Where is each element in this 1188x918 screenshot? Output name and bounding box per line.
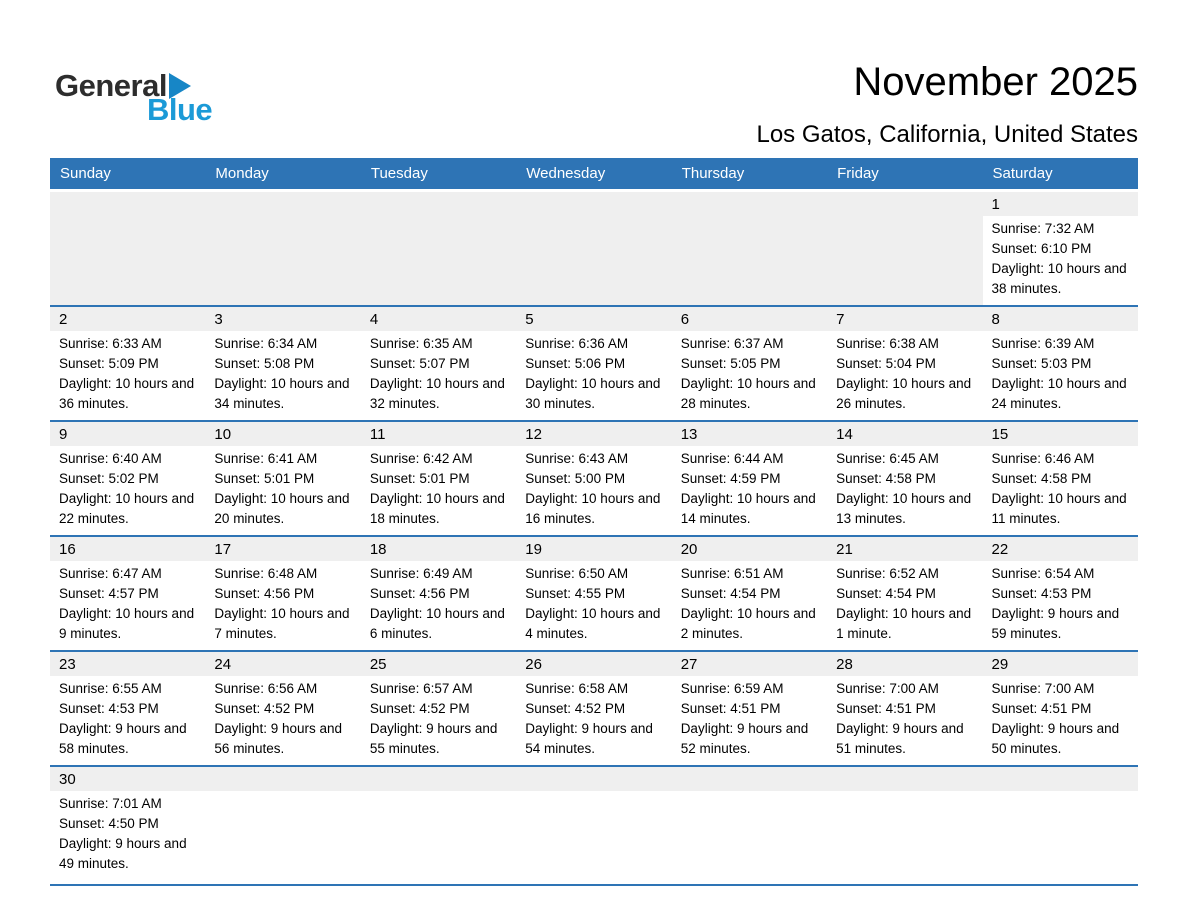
day-cell-14 <box>827 422 982 535</box>
page-header <box>0 0 1188 158</box>
day-details <box>672 446 827 535</box>
sunrise-text: Sunrise: 6:46 AM <box>991 451 1095 466</box>
sunrise-text: Sunrise: 6:41 AM <box>214 451 318 466</box>
day-cell-23 <box>50 652 205 765</box>
day-number-strip <box>983 652 1138 676</box>
day-details <box>205 676 360 765</box>
day-number-strip <box>205 537 360 561</box>
day-number-strip <box>672 652 827 676</box>
day-number-strip <box>983 192 1138 216</box>
daylight-text: Daylight: 10 hours and 30 minutes. <box>525 376 661 411</box>
daylight-text: Daylight: 10 hours and 7 minutes. <box>214 606 350 641</box>
day-number-strip <box>205 767 360 791</box>
sunset-text: Sunset: 4:53 PM <box>59 701 159 716</box>
day-number-strip <box>827 767 982 791</box>
title-block <box>756 52 1138 149</box>
sunset-text: Sunset: 4:59 PM <box>680 471 781 486</box>
day-number: 14 <box>836 425 853 443</box>
daylight-text: Daylight: 10 hours and 28 minutes. <box>680 376 816 411</box>
sunset-text: Sunset: 5:05 PM <box>680 356 781 371</box>
daylight-text: Daylight: 10 hours and 18 minutes. <box>369 491 505 526</box>
sunrise-text: Sunrise: 6:50 AM <box>525 566 629 581</box>
week-row <box>50 650 1138 765</box>
day-number: 20 <box>680 540 698 558</box>
day-details <box>983 446 1138 535</box>
day-cell-28 <box>827 652 982 765</box>
sunrise-text: Sunrise: 6:54 AM <box>991 566 1095 581</box>
day-details <box>50 791 205 880</box>
day-cell-15 <box>983 422 1138 535</box>
day-cell-9 <box>50 422 205 535</box>
day-details <box>205 446 360 535</box>
daylight-text: Daylight: 9 hours and 55 minutes. <box>369 721 498 756</box>
sunset-text: Sunset: 5:02 PM <box>59 471 159 486</box>
day-details <box>361 331 516 420</box>
daylight-text: Daylight: 10 hours and 34 minutes. <box>214 376 350 411</box>
day-cell-26 <box>516 652 671 765</box>
day-number: 13 <box>680 425 698 443</box>
weekday-header-monday: Monday <box>215 165 269 182</box>
week-row <box>50 420 1138 535</box>
blank-cell <box>205 767 360 884</box>
daylight-text: Daylight: 10 hours and 14 minutes. <box>680 491 816 526</box>
day-details <box>983 216 1138 305</box>
sunset-text: Sunset: 5:09 PM <box>59 356 159 371</box>
sunset-text: Sunset: 4:58 PM <box>836 471 936 486</box>
day-number-strip <box>516 652 671 676</box>
day-number: 11 <box>369 425 386 443</box>
sunrise-text: Sunrise: 6:57 AM <box>369 681 473 696</box>
empty-cell <box>50 192 205 305</box>
day-details <box>983 676 1138 765</box>
sunset-text: Sunset: 5:04 PM <box>836 356 936 371</box>
daylight-text: Daylight: 10 hours and 24 minutes. <box>991 376 1127 411</box>
day-number-strip <box>672 767 827 791</box>
week-row <box>50 192 1138 305</box>
sunrise-text: Sunrise: 6:43 AM <box>525 451 629 466</box>
daylight-text: Daylight: 10 hours and 16 minutes. <box>525 491 661 526</box>
day-number: 4 <box>369 310 379 328</box>
daylight-text: Daylight: 10 hours and 22 minutes. <box>59 491 195 526</box>
day-number-strip <box>50 767 205 791</box>
page-subtitle: Los Gatos, California, United States <box>756 121 1138 148</box>
day-number-strip <box>672 307 827 331</box>
day-cell-19 <box>516 537 671 650</box>
logo-text-general: General <box>55 68 167 103</box>
day-number: 10 <box>214 425 232 443</box>
day-cell-13 <box>672 422 827 535</box>
day-cell-24 <box>205 652 360 765</box>
general-blue-logo <box>55 52 212 125</box>
blank-cell <box>361 767 516 884</box>
week-row <box>50 305 1138 420</box>
sunrise-text: Sunrise: 7:00 AM <box>836 681 939 696</box>
daylight-text: Daylight: 9 hours and 52 minutes. <box>680 721 809 756</box>
day-details <box>50 676 205 765</box>
sunset-text: Sunset: 4:54 PM <box>836 586 936 601</box>
weekday-header-row <box>50 158 1138 189</box>
empty-cell <box>827 192 982 305</box>
sunrise-text: Sunrise: 6:35 AM <box>369 336 473 351</box>
daylight-text: Daylight: 9 hours and 51 minutes. <box>836 721 964 756</box>
sunset-text: Sunset: 4:56 PM <box>369 586 470 601</box>
empty-cell <box>672 192 827 305</box>
sunset-text: Sunset: 4:52 PM <box>525 701 626 716</box>
day-cell-18 <box>361 537 516 650</box>
sunset-text: Sunset: 5:03 PM <box>991 356 1092 371</box>
daylight-text: Daylight: 10 hours and 13 minutes. <box>836 491 972 526</box>
day-number: 27 <box>680 655 698 673</box>
daylight-text: Daylight: 9 hours and 49 minutes. <box>59 836 187 871</box>
day-number: 15 <box>991 425 1009 443</box>
day-number-strip <box>205 307 360 331</box>
sunset-text: Sunset: 6:10 PM <box>991 241 1092 256</box>
day-number-strip <box>983 537 1138 561</box>
daylight-text: Daylight: 10 hours and 38 minutes. <box>991 261 1127 296</box>
day-cell-3 <box>205 307 360 420</box>
sunset-text: Sunset: 4:51 PM <box>836 701 936 716</box>
day-cell-30 <box>50 767 205 884</box>
daylight-text: Daylight: 9 hours and 50 minutes. <box>991 721 1120 756</box>
day-number-strip <box>361 652 516 676</box>
daylight-text: Daylight: 9 hours and 56 minutes. <box>214 721 342 756</box>
week-row <box>50 765 1138 884</box>
daylight-text: Daylight: 10 hours and 2 minutes. <box>680 606 816 641</box>
day-number-strip <box>983 767 1138 791</box>
blank-cell <box>516 767 671 884</box>
day-details <box>205 331 360 420</box>
sunrise-text: Sunrise: 7:01 AM <box>59 796 162 811</box>
day-cell-11 <box>361 422 516 535</box>
sunset-text: Sunset: 5:08 PM <box>214 356 315 371</box>
sunrise-text: Sunrise: 6:47 AM <box>59 566 162 581</box>
weekday-header-sunday: Sunday <box>60 165 111 182</box>
sunset-text: Sunset: 4:50 PM <box>59 816 159 831</box>
day-number-strip <box>516 767 671 791</box>
day-cell-22 <box>983 537 1138 650</box>
day-number-strip <box>672 537 827 561</box>
day-number-strip <box>516 307 671 331</box>
daylight-text: Daylight: 9 hours and 58 minutes. <box>59 721 187 756</box>
sunrise-text: Sunrise: 6:38 AM <box>836 336 939 351</box>
sunrise-text: Sunrise: 6:37 AM <box>680 336 784 351</box>
day-number-strip <box>205 422 360 446</box>
day-cell-29 <box>983 652 1138 765</box>
sunrise-text: Sunrise: 6:44 AM <box>680 451 784 466</box>
empty-cell <box>516 192 671 305</box>
day-details <box>827 676 982 765</box>
day-number: 28 <box>836 655 853 673</box>
day-number-strip <box>50 422 205 446</box>
day-details <box>672 676 827 765</box>
sunset-text: Sunset: 5:06 PM <box>525 356 626 371</box>
day-number-strip <box>361 767 516 791</box>
daylight-text: Daylight: 10 hours and 4 minutes. <box>525 606 661 641</box>
weekday-header-friday: Friday <box>837 165 879 182</box>
day-number: 12 <box>525 425 542 443</box>
day-cell-21 <box>827 537 982 650</box>
day-number-strip <box>361 537 516 561</box>
day-number-strip <box>827 652 982 676</box>
day-number-strip <box>50 652 205 676</box>
daylight-text: Daylight: 9 hours and 59 minutes. <box>991 606 1120 641</box>
day-number-strip <box>983 307 1138 331</box>
day-details <box>516 561 671 650</box>
sunset-text: Sunset: 4:51 PM <box>991 701 1092 716</box>
day-details <box>50 446 205 535</box>
day-details <box>983 331 1138 420</box>
sunset-text: Sunset: 5:01 PM <box>214 471 315 486</box>
weekday-header-tuesday: Tuesday <box>370 165 428 182</box>
day-details <box>672 561 827 650</box>
sunset-text: Sunset: 4:53 PM <box>991 586 1092 601</box>
sunrise-text: Sunrise: 7:00 AM <box>991 681 1095 696</box>
day-number: 7 <box>836 310 845 328</box>
daylight-text: Daylight: 9 hours and 54 minutes. <box>525 721 653 756</box>
day-number-strip <box>50 537 205 561</box>
day-details <box>50 331 205 420</box>
calendar-weeks <box>50 192 1138 886</box>
daylight-text: Daylight: 10 hours and 36 minutes. <box>59 376 195 411</box>
blank-cell <box>672 767 827 884</box>
day-number: 17 <box>214 540 232 558</box>
week-row <box>50 535 1138 650</box>
day-number: 18 <box>369 540 387 558</box>
empty-cell <box>361 192 516 305</box>
day-number: 25 <box>369 655 387 673</box>
day-cell-1 <box>983 192 1138 305</box>
day-details <box>361 446 516 535</box>
day-number-strip <box>672 422 827 446</box>
day-number-strip <box>50 307 205 331</box>
day-cell-25 <box>361 652 516 765</box>
sunset-text: Sunset: 4:57 PM <box>59 586 159 601</box>
daylight-text: Daylight: 10 hours and 32 minutes. <box>369 376 505 411</box>
day-number-strip <box>827 307 982 331</box>
day-cell-8 <box>983 307 1138 420</box>
sunrise-text: Sunrise: 6:33 AM <box>59 336 162 351</box>
sunset-text: Sunset: 4:56 PM <box>214 586 315 601</box>
day-cell-27 <box>672 652 827 765</box>
blank-cell <box>827 767 982 884</box>
day-details <box>516 331 671 420</box>
day-details <box>827 331 982 420</box>
sunrise-text: Sunrise: 6:48 AM <box>214 566 318 581</box>
sunset-text: Sunset: 4:58 PM <box>991 471 1092 486</box>
day-number-strip <box>983 422 1138 446</box>
daylight-text: Daylight: 10 hours and 26 minutes. <box>836 376 972 411</box>
daylight-text: Daylight: 10 hours and 11 minutes. <box>991 491 1127 526</box>
day-number: 16 <box>59 540 76 558</box>
sunrise-text: Sunrise: 6:51 AM <box>680 566 784 581</box>
day-number: 26 <box>525 655 542 673</box>
day-cell-20 <box>672 537 827 650</box>
sunset-text: Sunset: 4:52 PM <box>369 701 470 716</box>
daylight-text: Daylight: 10 hours and 1 minute. <box>836 606 972 641</box>
day-details <box>361 676 516 765</box>
daylight-text: Daylight: 10 hours and 6 minutes. <box>369 606 505 641</box>
day-number: 22 <box>991 540 1009 558</box>
day-number: 21 <box>836 540 853 558</box>
sunrise-text: Sunrise: 7:32 AM <box>991 221 1095 236</box>
weekday-header-wednesday: Wednesday <box>526 165 606 182</box>
day-number: 5 <box>525 310 534 328</box>
day-details <box>516 446 671 535</box>
day-number: 2 <box>59 310 68 328</box>
page-title: November 2025 <box>853 60 1138 104</box>
day-details <box>361 561 516 650</box>
day-cell-16 <box>50 537 205 650</box>
day-details <box>50 561 205 650</box>
day-number: 8 <box>991 310 1000 328</box>
sunrise-text: Sunrise: 6:34 AM <box>214 336 318 351</box>
sunset-text: Sunset: 4:55 PM <box>525 586 626 601</box>
sunset-text: Sunset: 5:00 PM <box>525 471 626 486</box>
calendar <box>50 158 1138 886</box>
day-details <box>205 561 360 650</box>
day-number-strip <box>827 422 982 446</box>
day-details <box>827 446 982 535</box>
sunrise-text: Sunrise: 6:45 AM <box>836 451 939 466</box>
sunrise-text: Sunrise: 6:58 AM <box>525 681 629 696</box>
sunset-text: Sunset: 5:07 PM <box>369 356 470 371</box>
sunrise-text: Sunrise: 6:36 AM <box>525 336 629 351</box>
sunset-text: Sunset: 5:01 PM <box>369 471 470 486</box>
day-cell-7 <box>827 307 982 420</box>
day-number: 6 <box>680 310 690 328</box>
day-number-strip <box>361 307 516 331</box>
daylight-text: Daylight: 10 hours and 20 minutes. <box>214 491 350 526</box>
day-number: 29 <box>991 655 1009 673</box>
day-cell-2 <box>50 307 205 420</box>
sunrise-text: Sunrise: 6:39 AM <box>991 336 1095 351</box>
sunrise-text: Sunrise: 6:59 AM <box>680 681 784 696</box>
day-number: 19 <box>525 540 542 558</box>
weekday-header-saturday: Saturday <box>992 165 1053 182</box>
day-cell-17 <box>205 537 360 650</box>
sunrise-text: Sunrise: 6:56 AM <box>214 681 318 696</box>
sunrise-text: Sunrise: 6:52 AM <box>836 566 939 581</box>
sunrise-text: Sunrise: 6:42 AM <box>369 451 473 466</box>
day-details <box>827 561 982 650</box>
day-details <box>672 331 827 420</box>
sunrise-text: Sunrise: 6:55 AM <box>59 681 162 696</box>
empty-cell <box>205 192 360 305</box>
day-details <box>983 561 1138 650</box>
blank-cell <box>983 767 1138 884</box>
sunrise-text: Sunrise: 6:40 AM <box>59 451 162 466</box>
sunset-text: Sunset: 4:52 PM <box>214 701 315 716</box>
weekday-header-thursday: Thursday <box>681 165 745 182</box>
day-cell-6 <box>672 307 827 420</box>
day-details <box>516 676 671 765</box>
day-number: 30 <box>59 770 76 788</box>
logo-text-blue: Blue <box>147 92 213 127</box>
day-cell-10 <box>205 422 360 535</box>
day-number: 3 <box>214 310 223 328</box>
day-cell-12 <box>516 422 671 535</box>
sunrise-text: Sunrise: 6:49 AM <box>369 566 473 581</box>
day-number: 23 <box>59 655 76 673</box>
day-cell-5 <box>516 307 671 420</box>
day-number-strip <box>205 652 360 676</box>
day-number-strip <box>361 422 516 446</box>
day-cell-4 <box>361 307 516 420</box>
sunset-text: Sunset: 4:54 PM <box>680 586 781 601</box>
day-number-strip <box>516 537 671 561</box>
day-number: 1 <box>991 195 1000 213</box>
sunset-text: Sunset: 4:51 PM <box>680 701 781 716</box>
daylight-text: Daylight: 10 hours and 9 minutes. <box>59 606 195 641</box>
day-number-strip <box>516 422 671 446</box>
day-number: 24 <box>214 655 232 673</box>
day-number-strip <box>827 537 982 561</box>
day-number: 9 <box>59 425 68 443</box>
